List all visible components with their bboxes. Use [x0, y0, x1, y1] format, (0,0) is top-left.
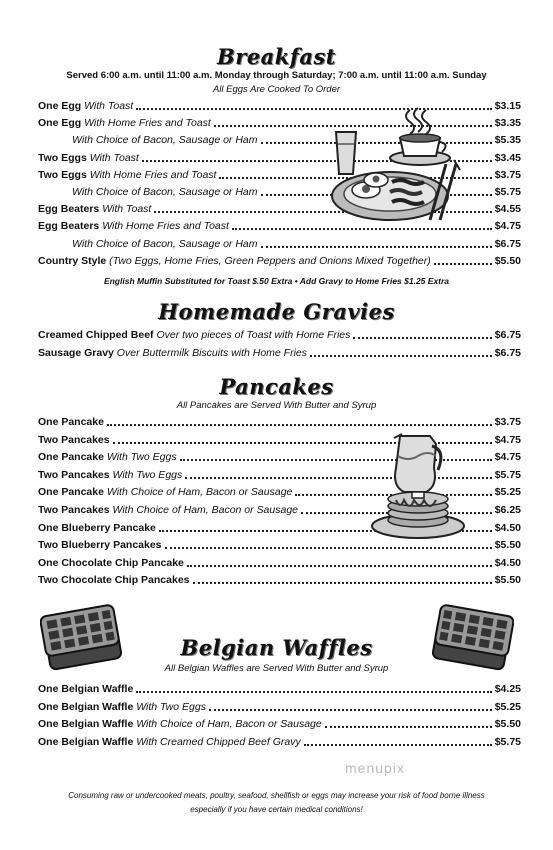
menu-item-label: [38, 219, 229, 233]
menu-item-label: [38, 99, 133, 113]
menu-item-label: [38, 185, 258, 199]
breakfast-note: All Eggs Are Cooked To Order: [212, 84, 341, 95]
menu-item-name: Creamed Chipped Beef: [38, 329, 154, 341]
menu-item-price: $5.75: [494, 186, 521, 198]
menu-item-price: $5.25: [494, 700, 521, 713]
menu-item-row: [38, 344, 521, 360]
menu-item-description: With Choice of Bacon, Sausage or Ham: [72, 186, 258, 198]
dot-leader: [353, 337, 491, 339]
menu-item-price: $4.75: [494, 433, 521, 446]
menu-item-name: Egg Beaters: [38, 203, 100, 216]
waffles-title: Belgian Waffles: [180, 635, 373, 660]
dot-leader: [165, 547, 492, 549]
menu-item-label: [38, 717, 322, 731]
breakfast-extras: English Muffin Substituted for Toast $.50 Extra • Add Gravy to Home Fries $1.25 Extra: [103, 276, 450, 286]
menu-item-name: Two Eggs: [38, 151, 87, 164]
menu-item-description: With Choice of Ham, Bacon or Sausage: [109, 504, 299, 516]
dot-leader: [261, 246, 492, 248]
pancakes-title: Pancakes: [219, 374, 334, 399]
menu-item-name: Two Pancakes: [38, 504, 110, 516]
menu-item-price: $4.25: [494, 683, 521, 695]
pancakes-note: All Pancakes are Served With Butter and Syrup: [176, 400, 377, 411]
gravies-title: Homemade Gravies: [158, 299, 395, 324]
footer-line-2: especially if you have certain medical conditions!: [190, 805, 363, 814]
menu-item-name: One Pancake: [38, 486, 104, 499]
menu-item-label: [38, 415, 104, 429]
menu-item-description: With Two Eggs: [133, 700, 206, 713]
menu-item-label: [38, 468, 182, 482]
menu-item-price: $5.50: [494, 254, 521, 267]
dot-leader: [193, 582, 492, 584]
menu-item-label: [38, 254, 431, 268]
menu-item-price: $5.50: [494, 718, 521, 731]
menu-item-label: [38, 346, 307, 360]
dot-leader: [232, 228, 492, 230]
menu-item-price: $5.25: [494, 486, 521, 499]
dot-leader: [209, 709, 492, 711]
dot-leader: [136, 691, 491, 693]
menu-item-name: One Belgian Waffle: [38, 736, 134, 749]
menu-item-name: One Belgian Waffle: [38, 700, 134, 713]
menu-item-row: [38, 698, 521, 714]
menu-item-label: [38, 735, 301, 749]
menu-item-name: Two Blueberry Pancakes: [38, 539, 162, 552]
menu-item-row: [38, 571, 521, 587]
menu-item-price: $6.75: [494, 237, 521, 250]
menu-item-price: $4.55: [494, 203, 521, 216]
menu-item-description: With Two Eggs: [109, 468, 183, 481]
menu-item-name: One Egg: [38, 117, 82, 130]
menu-item-price: $3.75: [494, 416, 521, 428]
menu-item-label: [38, 521, 156, 535]
menu-item-description: With Choice of Ham, Bacon or Sausage: [103, 486, 293, 499]
menu-item-description: With Toast: [86, 151, 139, 164]
menu-item-label: [38, 133, 258, 147]
menu-item-description: With Two Eggs: [103, 451, 177, 464]
menu-item-name: One Pancake: [38, 416, 104, 428]
footer-warning: [0, 789, 553, 817]
menu-item-price: $6.75: [494, 329, 521, 341]
menu-item-description: With Choice of Bacon, Sausage or Ham: [72, 237, 258, 250]
menu-item-description: With Toast: [81, 100, 134, 112]
menu-item-price: $5.75: [494, 736, 521, 749]
menu-item-row: [38, 413, 521, 429]
dot-leader: [325, 726, 492, 728]
menu-item-label: [38, 450, 177, 464]
menu-item-row: [38, 733, 521, 749]
menu-item-name: One Egg: [38, 100, 82, 112]
dot-leader: [434, 263, 492, 265]
menu-item-price: $6.75: [494, 346, 521, 359]
menu-item-price: $4.50: [494, 556, 521, 569]
menu-item-price: $4.75: [494, 451, 521, 464]
waffle-icon: [40, 604, 126, 672]
menu-item-description: With Creamed Chipped Beef Gravy: [133, 736, 301, 749]
menu-item-label: [38, 433, 110, 447]
menu-item-name: One Pancake: [38, 451, 104, 464]
menu-item-name: One Belgian Waffle: [38, 683, 134, 695]
menu-item-label: [38, 151, 139, 165]
menu-item-name: One Belgian Waffle: [38, 718, 134, 731]
menu-item-label: [38, 556, 184, 570]
menu-item-description: (Two Eggs, Home Fries, Green Peppers and Onions Mixed Together): [106, 254, 431, 267]
menu-item-label: [38, 485, 292, 499]
pancake-stack-icon: [368, 428, 468, 540]
menu-item-label: [38, 237, 258, 251]
menu-item-description: With Home Fries and Toast: [99, 220, 229, 233]
dot-leader: [187, 565, 492, 567]
menu-item-row: [38, 326, 521, 342]
menu-item-price: $4.75: [494, 220, 521, 233]
menu-item-price: $5.35: [494, 134, 521, 147]
menu-item-name: Country Style: [38, 254, 107, 267]
menu-item-name: Two Pancakes: [38, 468, 110, 481]
menu-item-price: $4.50: [494, 521, 521, 534]
menu-item-name: Egg Beaters: [38, 220, 100, 233]
menu-item-label: [38, 573, 190, 587]
menu-item-row: [38, 680, 521, 696]
waffle-icon: [428, 604, 514, 672]
breakfast-plate-icon: [328, 104, 468, 224]
menu-item-description: With Toast: [99, 203, 152, 216]
menu-item-name: Two Chocolate Chip Pancakes: [38, 574, 190, 587]
dot-leader: [107, 424, 492, 426]
dot-leader: [310, 355, 492, 357]
dot-leader: [304, 744, 492, 746]
menu-item-label: [38, 682, 133, 696]
menu-item-row: [38, 235, 521, 251]
menu-item-description: With Home Fries and Toast: [81, 117, 211, 130]
menu-item-price: $5.50: [494, 539, 521, 552]
menu-item-description: With Home Fries and Toast: [86, 168, 217, 181]
menu-item-label: [38, 168, 216, 182]
menu-item-description: Over two pieces of Toast with Home Fries: [153, 329, 351, 341]
menu-item-name: One Chocolate Chip Pancake: [38, 556, 184, 569]
menu-item-row: [38, 252, 521, 268]
menu-item-label: [38, 328, 350, 342]
menu-item-name: One Blueberry Pancake: [38, 521, 156, 534]
menu-item-description: Over Buttermilk Biscuits with Home Fries: [113, 346, 308, 359]
watermark: menupix: [345, 760, 405, 776]
footer-line-1: Consuming raw or undercooked meats, poultry, seafood, shellfish or eggs may increase your risk of food borne illness: [68, 791, 485, 800]
waffles-note: All Belgian Waffles are Served With Butter and Syrup: [164, 663, 389, 674]
menu-item-row: [38, 715, 521, 731]
menu-item-price: $3.45: [494, 151, 521, 164]
menu-item-name: Two Eggs: [38, 168, 87, 181]
menu-item-price: $5.50: [494, 574, 521, 587]
menu-item-price: $5.75: [494, 468, 521, 481]
menu-item-label: [38, 700, 206, 714]
menu-item-description: With Choice of Ham, Bacon or Sausage: [133, 718, 322, 731]
menu-item-label: [38, 116, 211, 130]
menu-item-price: $6.25: [494, 504, 521, 516]
menu-item-row: [38, 554, 521, 570]
menu-item-name: Two Pancakes: [38, 433, 110, 446]
menu-item-label: [38, 538, 162, 552]
menu-item-label: [38, 503, 298, 517]
menu-item-description: With Choice of Bacon, Sausage or Ham: [72, 134, 258, 147]
menu-item-price: $3.15: [494, 100, 521, 112]
menu-item-price: $3.35: [494, 117, 521, 130]
menu-item-label: [38, 202, 151, 216]
menu-item-name: Sausage Gravy: [38, 346, 114, 359]
menu-item-price: $3.75: [494, 168, 521, 181]
breakfast-hours: Served 6:00 a.m. until 11:00 a.m. Monday through Saturday; 7:00 a.m. until 11:00 a.m. Sunday: [66, 70, 487, 81]
breakfast-title: Breakfast: [217, 44, 336, 69]
